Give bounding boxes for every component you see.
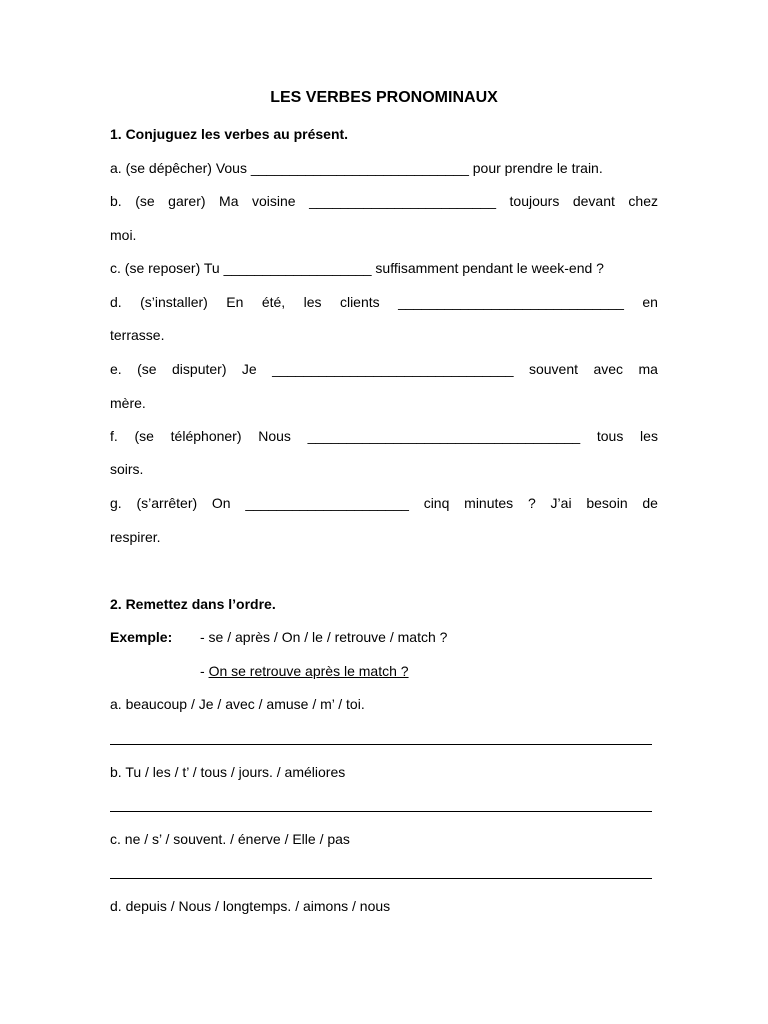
answer-line [110,878,652,879]
word: toujours [509,193,560,209]
word: (s’installer) [140,294,208,310]
word: ma [638,361,658,377]
word: (se [137,361,157,377]
answer-blank: _______________________________ [272,361,514,377]
exercise1-item-b [110,193,658,210]
word: en [642,294,658,310]
exercise1-item-b-continuation: moi. [110,227,137,243]
word: Je [241,361,257,377]
word: les [640,428,658,444]
word: ? [527,495,536,511]
answer-line [110,811,652,812]
word: disputer) [172,361,227,377]
word: d. [110,294,122,310]
exercise1-item-g-continuation: respirer. [110,529,161,545]
answer-blank: _____________________________ [398,294,624,310]
exercise2-item-b: b. Tu / les / t’ / tous / jours. / améliores [110,764,346,780]
example-answer-prefix: - [200,663,209,679]
word: téléphoner) [170,428,242,444]
word: de [642,495,658,511]
word: clients [339,294,380,310]
exercise1-item-d-continuation: terrasse. [110,327,165,343]
word: chez [628,193,658,209]
section2-heading: 2. Remettez dans l’ordre. [110,596,276,612]
answer-blank: ________________________ [309,193,496,209]
word: avec [593,361,624,377]
word: Ma [219,193,239,209]
word: devant [572,193,615,209]
exercise1-item-c: c. (se reposer) Tu ___________________ suffisamment pendant le week-end ? [110,260,604,276]
example-answer-line [200,663,409,680]
word: Nous [258,428,291,444]
exercise1-item-f-continuation: soirs. [110,461,144,477]
word: voisine [252,193,296,209]
word: souvent [528,361,579,377]
exercise1-item-e [110,361,658,378]
word: tous [596,428,624,444]
word: (se [134,428,154,444]
answer-blank: _____________________ [245,495,409,511]
example-question: - se / après / On / le / retrouve / match ? [200,629,448,645]
exercise1-item-e-continuation: mère. [110,395,146,411]
word: On [211,495,231,511]
word: cinq [423,495,450,511]
word: (se [135,193,155,209]
word: (s’arrêter) [136,495,198,511]
word: garer) [168,193,206,209]
exercise1-item-d [110,294,658,311]
page-title: LES VERBES PRONOMINAUX [270,89,498,106]
exercise2-item-d: d. depuis / Nous / longtemps. / aimons / nous [110,898,391,914]
word: e. [110,361,122,377]
exercise1-item-f [110,428,658,445]
answer-line [110,744,652,745]
answer-blank: ___________________________________ [307,428,581,444]
word: En [226,294,244,310]
word: été, [261,294,286,310]
example-label: Exemple: [110,629,173,645]
exercise2-item-c: c. ne / s’ / souvent. / énerve / Elle / pas [110,831,350,847]
word: g. [110,495,122,511]
word: J’ai [550,495,572,511]
word: b. [110,193,122,209]
exercise1-item-g [110,495,658,512]
example-answer: On se retrouve après le match ? [208,663,409,679]
exercise2-item-a: a. beaucoup / Je / avec / amuse / m’ / toi. [110,696,365,712]
exercise1-item-a: a. (se dépêcher) Vous ____________________________ pour prendre le train. [110,160,603,176]
section1-heading: 1. Conjuguez les verbes au présent. [110,126,349,142]
word: les [303,294,322,310]
word: f. [110,428,118,444]
word: besoin [586,495,628,511]
word: minutes [464,495,514,511]
